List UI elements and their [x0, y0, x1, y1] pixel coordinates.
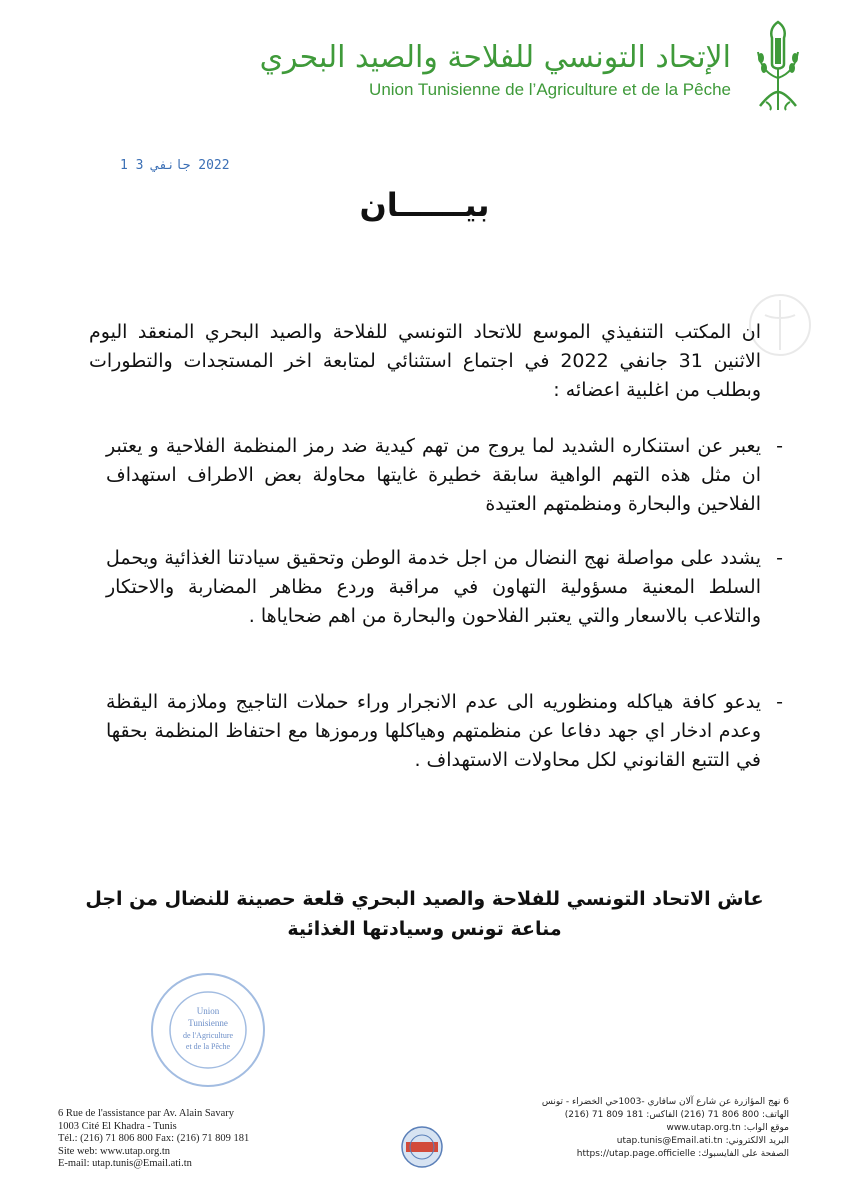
- footer-line: Tél.: (216) 71 806 800 Fax: (216) 71 809 181: [58, 1133, 250, 1144]
- footer-address-arabic: [542, 1096, 789, 1161]
- footer-line: Site web: www.utap.org.tn: [58, 1145, 170, 1157]
- footer-address-french: [58, 1108, 249, 1171]
- list-item-text: يدعو كافة هياكله ومنظوريه الى عدم الانجرار وراء حملات التاجيج وملازمة اليقظة وعدم ادخار اي جهد دفاعا عن منظمتهم وهياكلها ورموزها مع احتفاظ المنظمة بحقها في التتبع القانوني لكل محاولات الاستهداف .: [106, 691, 761, 771]
- intro-paragraph: ان المكتب التنفيذي الموسع للاتحاد التونسي للفلاحة والصيد البحري المنعقد اليوم الاثنين 31 جانفي 2022 في اجتماع استثنائي لمتابعة اخر المستجدات والتطورات وبطلب من اغلبية اعضائه :: [89, 321, 762, 401]
- document-title: بيــــــان: [359, 186, 490, 224]
- list-item: [106, 688, 783, 775]
- closing-line-1: عاش الاتحاد التونسي للفلاحة والصيد البحري قلعة حصينة للنضال من اجل: [85, 888, 764, 910]
- seal-text-line-3: de l'Agriculture: [182, 1031, 234, 1040]
- seal-text-line-1: Union: [196, 1006, 220, 1016]
- footer-line: 6 Rue de l'assistance par Av. Alain Savary: [58, 1108, 234, 1119]
- footer-line: الهاتف: 800 806 71 (216) الفاكس: 181 809 71 (216): [564, 1110, 789, 1120]
- seal-text-line-4: et de la Pêche: [185, 1042, 231, 1051]
- org-name-french: Union Tunisienne de l’Agriculture et de la Pêche: [369, 80, 731, 99]
- footer-line: الصفحة على الفايسبوك: https://utap.page.officielle: [576, 1149, 789, 1159]
- official-seal: [148, 970, 268, 1090]
- footer-line: 1003 Cité El Khadra - Tunis: [58, 1120, 177, 1132]
- bullet-dash: -: [776, 691, 783, 713]
- footer-line: 6 نهج المؤازرة عن شارع آلان سافاري -1003حي الخضراء - تونس: [541, 1097, 789, 1107]
- footer-line: موقع الواب: www.utap.org.tn: [666, 1123, 789, 1133]
- closing-statement: [0, 884, 849, 944]
- list-item-text: يعبر عن استنكاره الشديد لما يروج من تهم كيدية ضد رمز المنظمة الفلاحية و يعتبر ان مثل هذه التهم الواهية سابقة خطيرة غايتها محاولة بعض الاطراف استهداف الفلاحين والبحارة ومنظمتهم العتيدة: [106, 435, 761, 515]
- bullet-dash: -: [776, 547, 783, 569]
- closing-line-2: مناعة تونس وسيادتها الغذائية: [287, 918, 562, 940]
- list-item-text: يشدد على مواصلة نهج النضال من اجل خدمة الوطن وتحقيق سيادتنا الغذائية ويحمل السلط المعنية مسؤولية التهاون في مراقبة وردع مظاهر المضاربة والاحتكار والتلاعب بالاسعار والتي يعتبر الفلاحون والبحارة من اهم ضحاياها .: [106, 547, 761, 627]
- footer-line: E-mail: utap.tunis@Email.ati.tn: [58, 1158, 192, 1169]
- organization-logo-icon: [752, 18, 804, 114]
- certification-badge-icon: [400, 1125, 444, 1169]
- bullet-dash: -: [776, 435, 783, 457]
- list-item: [106, 544, 783, 631]
- seal-text-line-2: Tunisienne: [188, 1018, 228, 1028]
- org-name-arabic: الإتحاد التونسي للفلاحة والصيد البحري: [259, 40, 731, 75]
- list-item: [106, 432, 783, 519]
- footer-line: البريد الالكتروني: utap.tunis@Email.ati.tn: [616, 1136, 789, 1146]
- date-stamp: 2022 جانفي 3 1: [120, 158, 230, 173]
